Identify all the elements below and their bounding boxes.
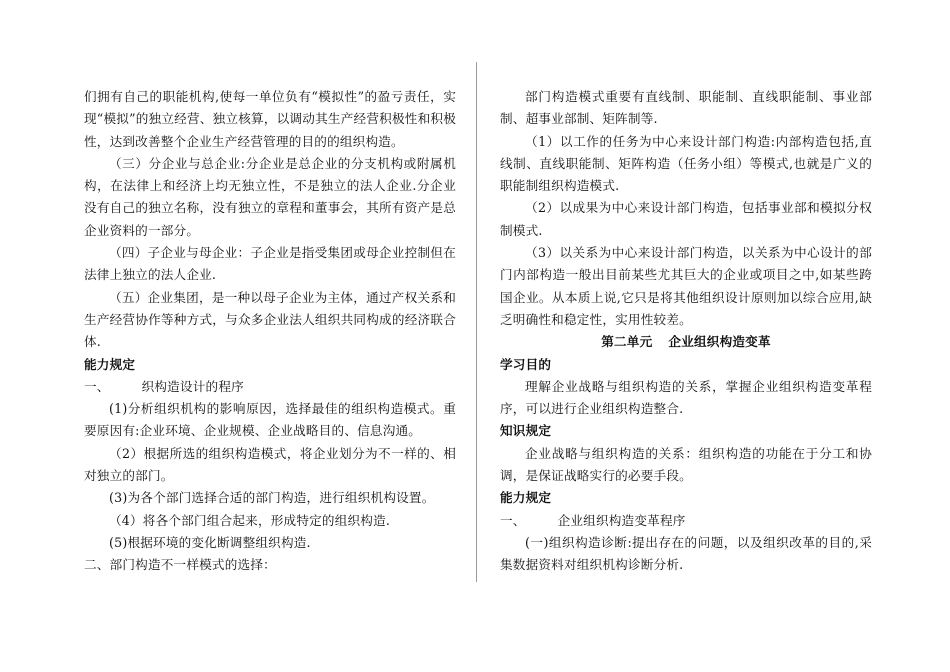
- paragraph: (一)组织构造诊断:提出存在的问题，以及组织改革的目的,采集数据资料对组织机构诊断分析.: [500, 534, 872, 573]
- section-heading: 知识规定: [500, 423, 552, 439]
- list-heading: [500, 510, 872, 532]
- step-item: （2）根据所选的组织构造模式，将企业划分为不一样的、相对独立的部门。: [84, 445, 456, 484]
- list-heading: 二、部门构造不一样模式的选择：: [84, 557, 276, 573]
- paragraph: 理解企业战略与组织构造的关系，掌握企业组织构造变革程序，可以进行企业组织构造整合.: [500, 378, 872, 417]
- list-number: 一、: [84, 378, 110, 394]
- list-number: 一、: [500, 512, 526, 528]
- paragraph: 企业战略与组织构造的关系：组织构造的功能在于分工和协调，是保证战略实行的必要手段。: [500, 445, 872, 484]
- list-heading: [84, 376, 456, 398]
- left-column: [84, 86, 456, 577]
- list-heading-text: 织构造设计的程序: [141, 378, 244, 394]
- paragraph: （四）子企业与母企业：子企业是指受集团或母企业控制但在法律上独立的法人企业.: [84, 245, 456, 283]
- right-column: [500, 86, 872, 577]
- step-item: （4）将各个部门组合起来，形成特定的组织构造.: [109, 512, 391, 528]
- unit-title: [500, 331, 872, 353]
- unit-name: 企业组织构造变革: [668, 334, 771, 350]
- section-heading: 能力规定: [500, 490, 552, 506]
- step-item: (5)根据环境的变化断调整组织构造.: [109, 534, 311, 550]
- unit-number: 第二单元: [601, 334, 653, 350]
- paragraph: （2）以成果为中心来设计部门构造，包括事业部和模拟分权制模式.: [500, 200, 872, 238]
- step-item: (3)为各个部门选择合适的部门构造，进行组织机构设置。: [109, 490, 435, 506]
- section-heading: 能力规定: [84, 356, 136, 372]
- paragraph: （3）以关系为中心来设计部门构造，以关系为中心设计的部门内部构造一般出目前某些尤其巨大的企业或项目之中,如某些跨国企业。从本质上说,它只是将其他组织设计原则加以综合应用,缺乏明确性和稳定性，实用性较差。: [500, 245, 872, 327]
- paragraph: （三）分企业与总企业:分企业是总企业的分支机构或附属机构，在法律上和经济上均无独立性，不是独立的法人企业.分企业没有自己的独立名称，没有独立的章程和董事会，其所有资产是总企业资料的一部分。: [84, 155, 456, 238]
- section-heading: 学习目的: [500, 356, 552, 372]
- list-heading-text: 企业组织构造变革程序: [557, 512, 686, 528]
- step-item: (1)分析组织机构的影响原因，选择最佳的组织构造模式。重要原因有:企业环境、企业规模、企业战略目的、信息沟通。: [84, 401, 456, 439]
- paragraph: 们拥有自己的职能机构,使每一单位负有“模拟性”的盈亏责任，实现“模拟”的独立经营、独立核算，以调动其生产经营积极性和积极性，达到改善整个企业生产经营管理的目的的组织构造。: [84, 89, 456, 149]
- paragraph: （五）企业集团，是一种以母子企业为主体，通过产权关系和生产经营协作等种方式，与众多企业法人组织共同构成的经济联合体.: [84, 289, 456, 350]
- paragraph: 部门构造模式重要有直线制、职能制、直线职能制、事业部制、超事业部制、矩阵制等.: [500, 89, 872, 127]
- paragraph: （1）以工作的任务为中心来设计部门构造:内部构造包括,直线制、直线职能制、矩阵构造（任务小组）等模式,也就是广义的职能制组织构造模式.: [500, 133, 872, 194]
- column-divider: [476, 62, 477, 582]
